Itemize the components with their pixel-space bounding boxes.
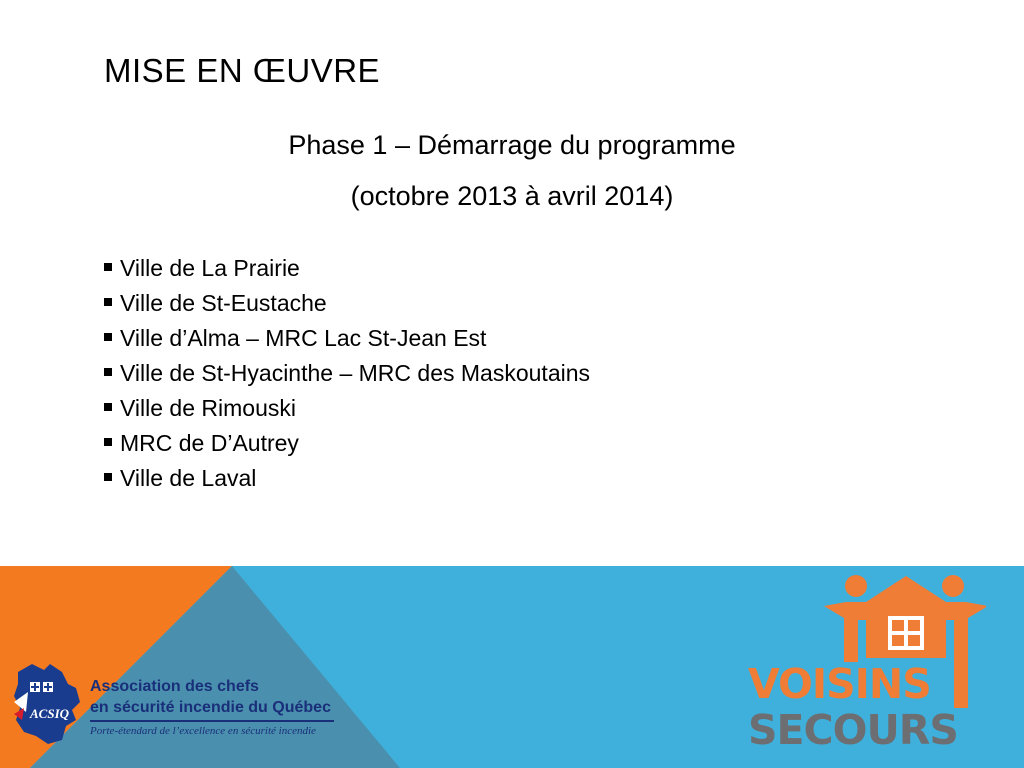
acsiq-name-line2: en sécurité incendie du Québec: [90, 699, 331, 716]
square-bullet-icon: [104, 473, 112, 481]
acsiq-divider: [90, 720, 334, 722]
municipality-list: [104, 251, 590, 496]
list-item-label: Ville de St-Hyacinthe – MRC des Maskoutains: [120, 360, 591, 386]
acsiq-association-block: [90, 676, 334, 737]
acsiq-map-logo-icon: [10, 662, 86, 746]
list-item-label: Ville de La Prairie: [120, 255, 300, 281]
acsiq-name-line1: Association des chefs: [90, 678, 259, 695]
list-item-label: MRC de D’Autrey: [120, 430, 299, 456]
square-bullet-icon: [104, 403, 112, 411]
list-item-label: Ville de Rimouski: [120, 395, 296, 421]
list-item: [104, 426, 590, 461]
list-item: [104, 286, 590, 321]
secours-word: SECOURS: [748, 706, 958, 754]
list-item-label: Ville d’Alma – MRC Lac St-Jean Est: [120, 325, 487, 351]
square-bullet-icon: [104, 438, 112, 446]
square-bullet-icon: [104, 333, 112, 341]
phase-subtitle: Phase 1 – Démarrage du programme: [288, 130, 736, 160]
list-item: [104, 251, 590, 286]
voisins-word: VOISINS: [748, 660, 931, 708]
list-item-label: Ville de Laval: [120, 465, 257, 491]
square-bullet-icon: [104, 263, 112, 271]
slide-title: MISE EN ŒUVRE: [104, 52, 381, 89]
phase-dates: (octobre 2013 à avril 2014): [350, 181, 674, 211]
square-bullet-icon: [104, 368, 112, 376]
list-item: [104, 356, 590, 391]
list-item: [104, 321, 590, 356]
acsiq-tagline: Porte-étendard de l’excellence en sécurité incendie: [90, 725, 316, 737]
square-bullet-icon: [104, 298, 112, 306]
list-item-label: Ville de St-Eustache: [120, 290, 327, 316]
list-item: [104, 461, 590, 496]
acsiq-badge: ACSIQ: [30, 706, 70, 721]
list-item: [104, 391, 590, 426]
